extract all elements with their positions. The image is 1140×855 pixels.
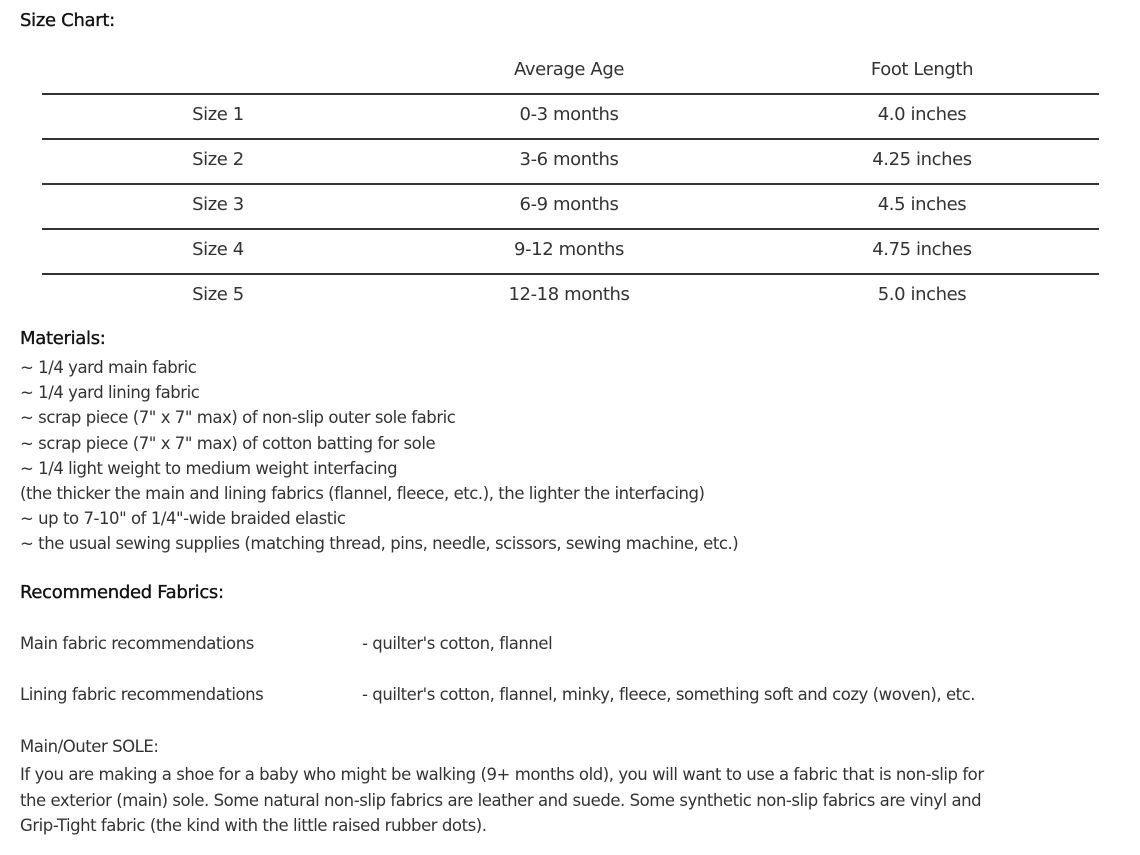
age-cell: 12-18 months bbox=[508, 284, 630, 305]
main-fabric-value: - quilter's cotton, flannel bbox=[362, 634, 553, 653]
materials-title: Materials: bbox=[20, 328, 106, 349]
age-cell: 6-9 months bbox=[519, 194, 619, 215]
size-chart-title: Size Chart: bbox=[20, 10, 115, 31]
header-cell-average-age: Average Age bbox=[513, 59, 625, 80]
age-cell: 9-12 months bbox=[514, 239, 624, 260]
list-item: ~ scrap piece (7" x 7" max) of non-slip outer sole fabric bbox=[20, 408, 456, 428]
list-item: ~ scrap piece (7" x 7" max) of cotton batting for sole bbox=[20, 433, 436, 453]
lining-fabric-label: Lining fabric recommendations bbox=[20, 685, 264, 704]
age-cell: 0-3 months bbox=[519, 104, 619, 125]
table-row bbox=[42, 275, 1099, 318]
table-row bbox=[42, 230, 1099, 275]
age-cell: 3-6 months bbox=[519, 149, 619, 170]
size-chart-table bbox=[42, 56, 1099, 318]
size-cell: Size 4 bbox=[192, 239, 244, 260]
table-row bbox=[42, 95, 1099, 140]
main-fabric-label: Main fabric recommendations bbox=[20, 634, 254, 653]
size-cell: Size 3 bbox=[192, 194, 244, 215]
size-cell: Size 1 bbox=[192, 104, 244, 125]
recommended-fabrics-title: Recommended Fabrics: bbox=[20, 582, 224, 603]
list-item: ~ 1/4 yard main fabric bbox=[20, 358, 197, 377]
header-cell-foot-length: Foot Length bbox=[870, 59, 974, 80]
paragraph-line: the exterior (main) sole. Some natural non-slip fabrics are leather and suede. Some synthetic non-slip fabrics are vinyl and bbox=[20, 790, 982, 810]
size-cell: Size 2 bbox=[192, 149, 244, 170]
lining-fabric-value: - quilter's cotton, flannel, minky, fleece, something soft and cozy (woven), etc. bbox=[362, 685, 976, 704]
table-row bbox=[42, 185, 1099, 230]
foot-length-cell: 5.0 inches bbox=[877, 284, 967, 305]
list-item: ~ the usual sewing supplies (matching thread, pins, needle, scissors, sewing machine, etc.) bbox=[20, 534, 739, 554]
list-item: ~ up to 7-10" of 1/4"-wide braided elastic bbox=[20, 509, 346, 529]
materials-list bbox=[20, 355, 738, 557]
sole-paragraph bbox=[20, 762, 1120, 839]
sole-label: Main/Outer SOLE: bbox=[20, 737, 159, 756]
table-row bbox=[42, 140, 1099, 185]
foot-length-cell: 4.0 inches bbox=[877, 104, 967, 125]
list-item: (the thicker the main and lining fabrics (flannel, fleece, etc.), the lighter the interfacing) bbox=[20, 484, 705, 504]
foot-length-cell: 4.75 inches bbox=[872, 239, 972, 260]
paragraph-line: If you are making a shoe for a baby who might be walking (9+ months old), you will want to use a fabric that is non-slip for bbox=[20, 765, 984, 784]
list-item: ~ 1/4 yard lining fabric bbox=[20, 383, 200, 403]
foot-length-cell: 4.25 inches bbox=[872, 149, 972, 170]
list-item: ~ 1/4 light weight to medium weight interfacing bbox=[20, 458, 398, 478]
paragraph-line: Grip-Tight fabric (the kind with the little raised rubber dots). bbox=[20, 816, 487, 835]
foot-length-cell: 4.5 inches bbox=[877, 194, 967, 215]
size-chart-header-row bbox=[42, 56, 1099, 95]
size-cell: Size 5 bbox=[192, 284, 244, 305]
